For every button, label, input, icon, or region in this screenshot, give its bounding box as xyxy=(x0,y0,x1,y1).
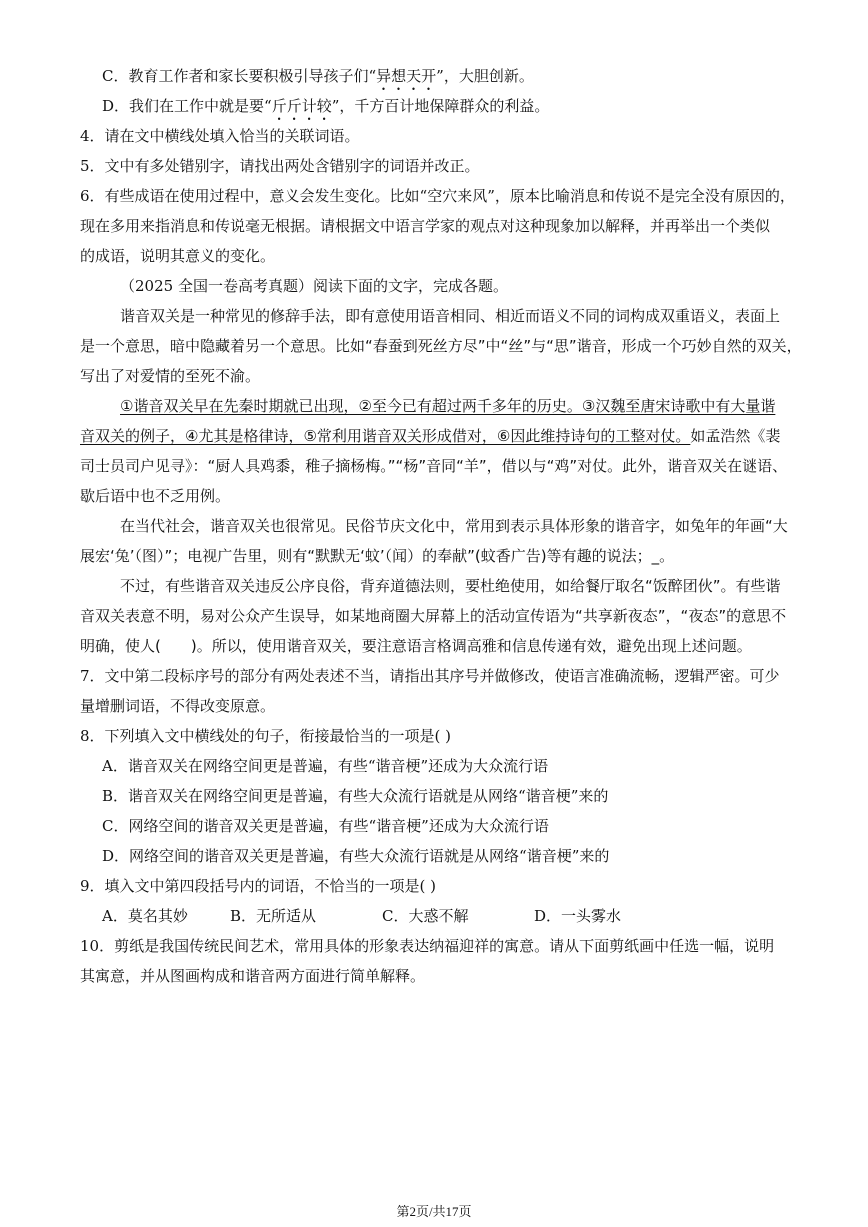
q3-option-c xyxy=(102,66,534,94)
passage-line: 明确，使人( )。所以，使用谐音双关，要注意语言格调高雅和信息传递有效，避免出现上述问题。 xyxy=(80,637,752,655)
option-text: ”，大胆创新。 xyxy=(436,67,534,85)
question-6-line: 6．有些成语在使用过程中，意义会发生变化。比如“空穴来风”，原本比喻消息和传说不是完全没有原因的， xyxy=(80,187,795,205)
question-10-line: 10．剪纸是我国传统民间艺术，常用具体的形象表达纳福迎祥的寓意。请从下面剪纸画中任选一幅，说明 xyxy=(80,937,775,955)
passage-line: 展宏‘兔’（图）”；电视广告里，则有“默默无‘蚊’（闻）的奉献”(蚊香广告)等有趣的说法；_。 xyxy=(80,547,675,565)
page-number-footer: 第2页/共17页 xyxy=(396,1204,472,1219)
passage-line: 司士员司户见寻》：“厨人具鸡黍，稚子摘杨梅。”“杨”音同“羊”，借以与“鸡”对仗。此外，谐音双关在谜语、 xyxy=(80,457,788,475)
question-8-option-a: A．谐音双关在网络空间更是普遍，有些“谐音梗”还成为大众流行语 xyxy=(102,757,549,775)
question-9-option-d: D．一头雾水 xyxy=(534,907,622,925)
passage-line: 在当代社会，谐音双关也很常见。民俗节庆文化中，常用到表示具体形象的谐音字，如兔年的年画“大 xyxy=(120,517,788,535)
passage-intro: （2025 全国一卷高考真题）阅读下面的文字，完成各题。 xyxy=(120,277,508,295)
option-text: ”，千方百计地保障群众的利益。 xyxy=(331,97,550,115)
passage-underlined-line: ①谐音双关早在先秦时期就已出现，②至今已有超过两千多年的历史。③汉魏至唐宋诗歌中有大量谐 xyxy=(120,397,776,415)
question-4: 4．请在文中横线处填入恰当的关联词语。 xyxy=(80,127,360,145)
question-8-option-c: C．网络空间的谐音双关更是普遍，有些“谐音梗”还成为大众流行语 xyxy=(102,817,549,835)
question-9-option-a: A．莫名其妙 xyxy=(102,907,188,925)
passage-line xyxy=(80,426,780,446)
underlined-text: 音双关的例子，④尤其是格律诗，⑤常利用谐音双关形成借对，⑥因此维持诗句的工整对仗。 xyxy=(80,427,691,445)
option-text: D．我们在工作中就是要“ xyxy=(102,97,272,115)
question-8-option-d: D．网络空间的谐音双关更是普遍，有些大众流行语就是从网络“谐音梗”来的 xyxy=(102,847,610,865)
question-6-line: 现在多用来指消息和传说毫无根据。请根据文中语言学家的观点对这种现象加以解释，并再举出一个类似 xyxy=(80,217,771,235)
question-10-line: 其寓意，并从图画构成和谐音两方面进行简单解释。 xyxy=(80,967,426,985)
question-9-stem: 9．填入文中第四段括号内的词语，不恰当的一项是( ) xyxy=(80,877,437,895)
question-5: 5．文中有多处错别字，请找出两处含错别字的词语并改正。 xyxy=(80,157,480,175)
passage-line: 音双关表意不明，易对公众产生误导，如某地商圈大屏幕上的活动宣传语为“共享新夜态”，“夜态”的意思不 xyxy=(80,607,787,625)
passage-line: 是一个意思，暗中隐藏着另一个意思。比如“春蚕到死丝方尽”中“丝”与“思”谐音，形成一个巧妙自然的双关， xyxy=(80,337,802,355)
passage-line: 写出了对爱情的至死不渝。 xyxy=(80,367,261,385)
plain-text: 如孟浩然《裴 xyxy=(690,427,781,445)
question-7-line: 量增删词语，不得改变原意。 xyxy=(80,697,276,715)
passage-line: 歇后语中也不乏用例。 xyxy=(80,487,231,505)
emphasized-idiom: 异想天开 xyxy=(376,67,437,85)
passage-line: 不过，有些谐音双关违反公序良俗，背弃道德法则，要杜绝使用，如给餐厅取名“饭醉团伙”。有些谐 xyxy=(120,577,781,595)
emphasized-idiom: 斤斤计较 xyxy=(271,97,332,115)
question-8-option-b: B．谐音双关在网络空间更是普遍，有些大众流行语就是从网络“谐音梗”来的 xyxy=(102,787,609,805)
question-9-option-b: B．无所适从 xyxy=(230,907,317,925)
question-7-line: 7．文中第二段标序号的部分有两处表述不当，请指出其序号并做修改，使语言准确流畅，逻辑严密。可少 xyxy=(80,667,780,685)
q3-option-d xyxy=(102,96,549,124)
passage-line: 谐音双关是一种常见的修辞手法，即有意使用语音相同、相近而语义不同的词构成双重语义，表面上 xyxy=(120,307,781,325)
question-6-line: 的成语，说明其意义的变化。 xyxy=(80,247,276,265)
question-8-stem: 8．下列填入文中横线处的句子，衔接最恰当的一项是( ) xyxy=(80,727,452,745)
question-9-option-c: C．大惑不解 xyxy=(382,907,469,925)
option-text: C．教育工作者和家长要积极引导孩子们“ xyxy=(102,67,377,85)
